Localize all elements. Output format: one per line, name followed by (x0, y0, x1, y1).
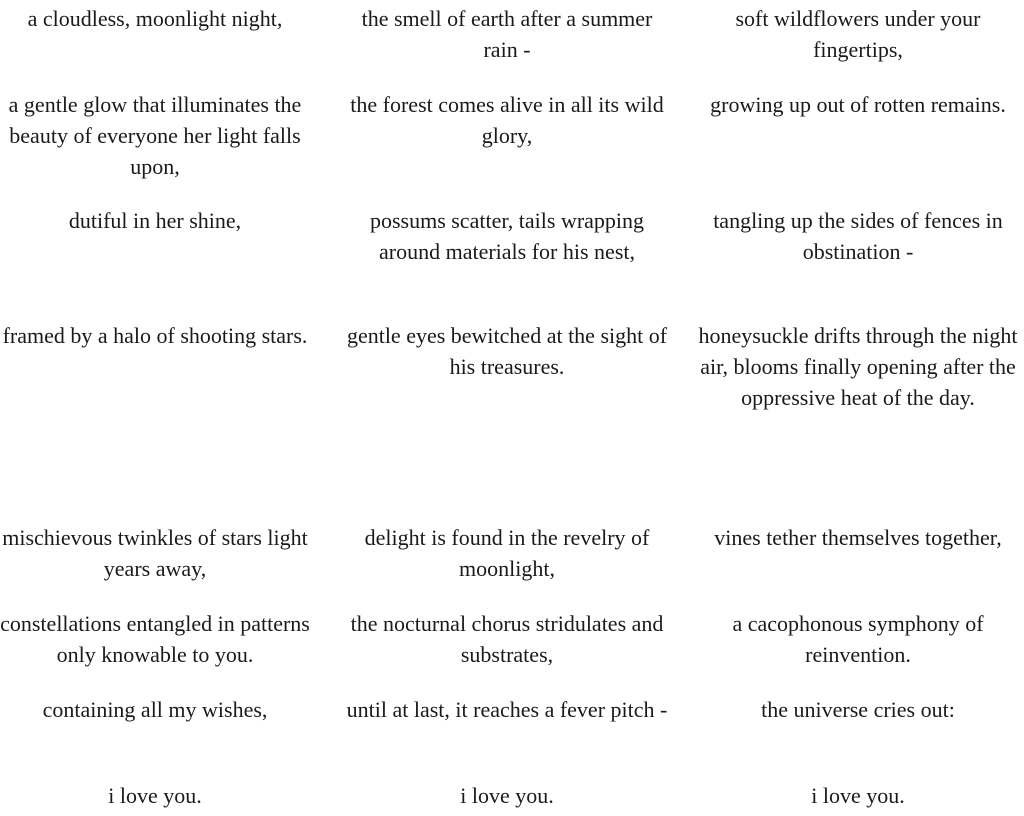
stanza: growing up out of rotten remains. (710, 92, 1006, 117)
stanza: until at last, it reaches a fever pitch - (346, 697, 668, 722)
stanza: the smell of earth after a summer rain - (361, 6, 653, 62)
stanza: delight is found in the revelry of moonlight, (364, 525, 650, 581)
stanza: a gentle glow that illuminates the beauty of everyone her light falls upon, (8, 92, 302, 179)
stanza-refrain: i love you. (460, 783, 554, 808)
stanza: the universe cries out: (761, 697, 955, 722)
stanza: the forest comes alive in all its wild glory, (350, 92, 664, 148)
stanza-refrain: i love you. (108, 783, 202, 808)
stanza: a cacophonous symphony of reinvention. (732, 611, 984, 667)
stanza: framed by a halo of shooting stars. (2, 323, 308, 348)
stanza: the nocturnal chorus stridulates and substrates, (350, 611, 664, 667)
stanza: soft wildflowers under your fingertips, (735, 6, 981, 62)
stanza: honeysuckle drifts through the night air, blooms finally opening after the oppressive heat of the day. (698, 323, 1018, 410)
stanza: a cloudless, moonlight night, (27, 6, 283, 31)
stanza: gentle eyes bewitched at the sight of his treasures. (346, 323, 668, 379)
stanza: tangling up the sides of fences in obstination - (713, 208, 1003, 264)
stanza: vines tether themselves together, (714, 525, 1002, 550)
stanza-refrain: i love you. (811, 783, 905, 808)
stanza: dutiful in her shine, (68, 208, 242, 233)
stanza: containing all my wishes, (42, 697, 268, 722)
stanza: possums scatter, tails wrapping around materials for his nest, (369, 208, 645, 264)
stanza: mischievous twinkles of stars light years away, (2, 525, 308, 581)
stanza: constellations entangled in patterns only knowable to you. (0, 611, 310, 667)
